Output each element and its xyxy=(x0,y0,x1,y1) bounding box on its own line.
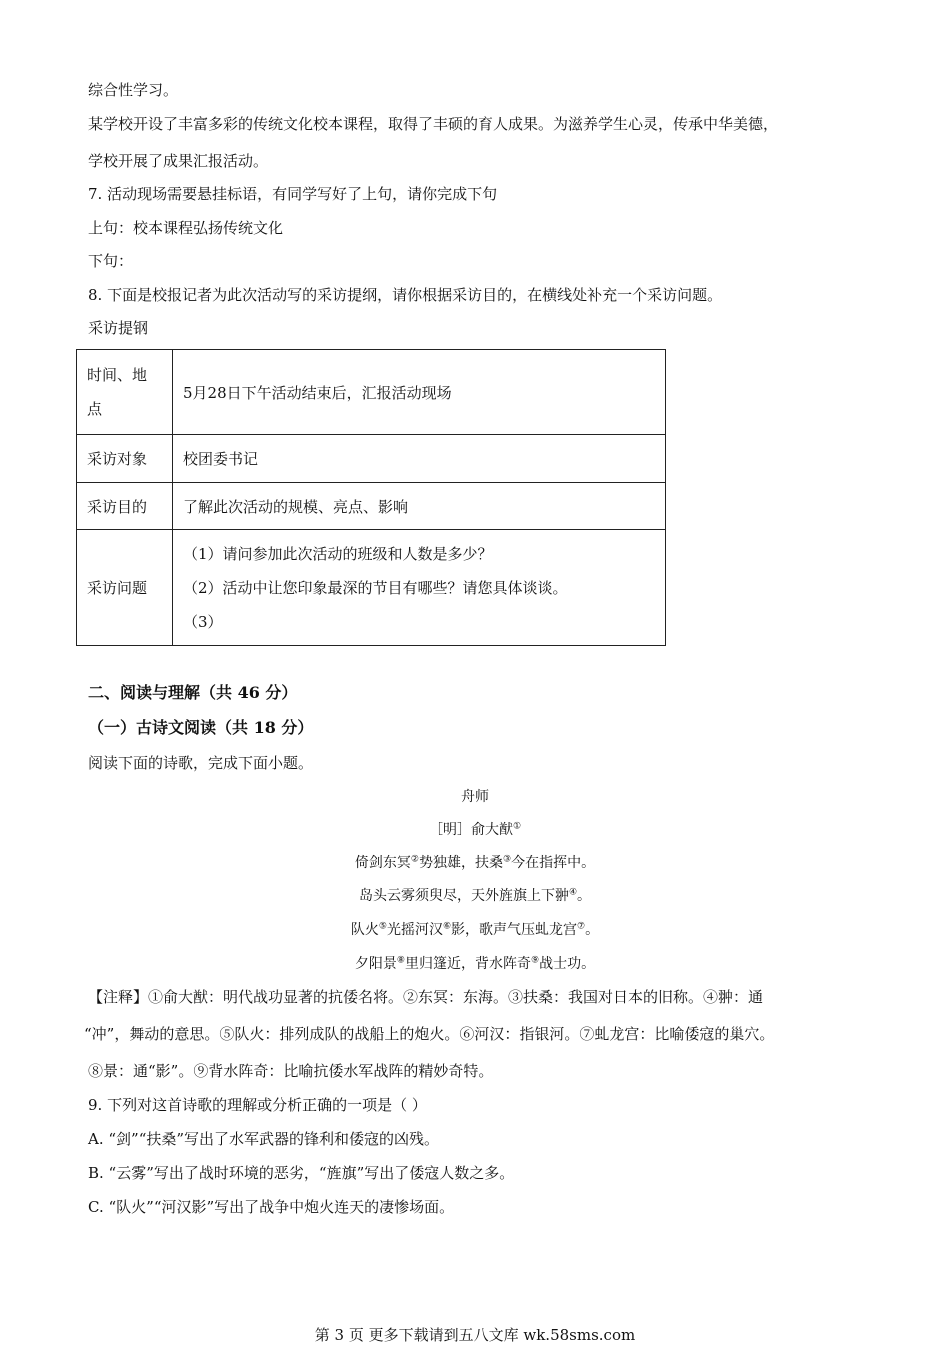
question-7-lower-line: 下句： xyxy=(88,252,134,270)
question-9-stem: 9. 下列对这首诗歌的理解或分析正确的一项是（ ） xyxy=(88,1096,427,1114)
poem-line-1: 倚剑东冥②势独雄，扶桑③今在指挥中。 xyxy=(354,854,596,871)
notes-line-1: 【注释】①俞大猷：明代战功显著的抗倭名将。②东冥：东海。③扶桑：我国对日本的旧称。④翀：通 xyxy=(88,988,764,1006)
poem-line-3: 队火⑤光摇河汉⑥影，歌声气压虬龙宫⑦。 xyxy=(350,921,600,938)
interview-question-1: （1）请问参加此次活动的班级和人数是多少？ xyxy=(183,544,493,563)
question-7-stem: 7. 活动现场需要悬挂标语，有同学写好了上句，请你完成下句 xyxy=(88,185,498,203)
interviewee-value: 校团委书记 xyxy=(173,435,666,483)
table-row-time-place xyxy=(77,350,666,435)
time-place-value: 5月28日下午活动结束后，汇报活动现场 xyxy=(173,350,666,435)
option-b: B. “云雾”写出了战时环境的恶劣，“旌旗”写出了倭寇人数之多。 xyxy=(88,1164,515,1182)
interview-question-2: （2）活动中让您印象最深的节目有哪些？请您具体谈谈。 xyxy=(183,578,568,597)
section-label: 综合性学习。 xyxy=(88,81,179,99)
notes-line-2: “冲”，舞动的意思。⑤队火：排列成队的战船上的炮火。⑥河汉：指银河。⑦虬龙宫：比喻倭寇的巢穴。 xyxy=(84,1025,775,1043)
question-7-upper-line: 上句：校本课程弘扬传统文化 xyxy=(88,219,284,237)
table-row-purpose xyxy=(77,483,666,530)
table-row-questions xyxy=(77,530,666,646)
intro-paragraph-line1: 某学校开设了丰富多彩的传统文化校本课程，取得了丰硕的育人成果。为滋养学生心灵，传承中华美德， xyxy=(88,115,779,133)
page-footer: 第 3 页 更多下载请到五八文库 wk.58sms.com xyxy=(314,1326,636,1344)
time-place-label: 时间、地 点 xyxy=(77,350,173,435)
questions-value xyxy=(173,530,666,646)
table-row-interviewee xyxy=(77,435,666,483)
questions-label: 采访问题 xyxy=(77,530,173,646)
question-8-stem: 8. 下面是校报记者为此次活动写的采访提纲，请你根据采访目的，在横线处补充一个采访问题。 xyxy=(88,286,723,304)
reading-instruction: 阅读下面的诗歌，完成下面小题。 xyxy=(88,754,314,772)
interview-outline-title: 采访提钢 xyxy=(88,319,149,337)
option-a: A. “剑”“扶桑”写出了水军武器的锋利和倭寇的凶残。 xyxy=(88,1130,440,1148)
poem-line-2: 岛头云雾须臾尽，天外旌旗上下翀④。 xyxy=(358,887,592,904)
poem-line-4: 夕阳景⑧里归篷近，背水阵奇⑨战士功。 xyxy=(354,955,596,972)
section-2-heading: 二、阅读与理解（共 46 分） xyxy=(88,683,298,702)
poem-author: ［明］俞大猷① xyxy=(428,821,522,838)
interviewee-label: 采访对象 xyxy=(77,435,173,483)
purpose-label: 采访目的 xyxy=(77,483,173,530)
interview-outline-table xyxy=(76,349,666,646)
option-c: C. “队火”“河汉影”写出了战争中炮火连天的凄惨场面。 xyxy=(88,1198,455,1216)
notes-line-3: ⑧景：通“影”。⑨背水阵奇：比喻抗倭水军战阵的精妙奇特。 xyxy=(88,1062,494,1080)
purpose-value: 了解此次活动的规模、亮点、影响 xyxy=(173,483,666,530)
subsection-heading: （一）古诗文阅读（共 18 分） xyxy=(88,718,314,737)
poem-title: 舟师 xyxy=(461,789,489,805)
interview-question-3: （3） xyxy=(183,612,223,631)
intro-paragraph-line2: 学校开展了成果汇报活动。 xyxy=(88,152,269,170)
